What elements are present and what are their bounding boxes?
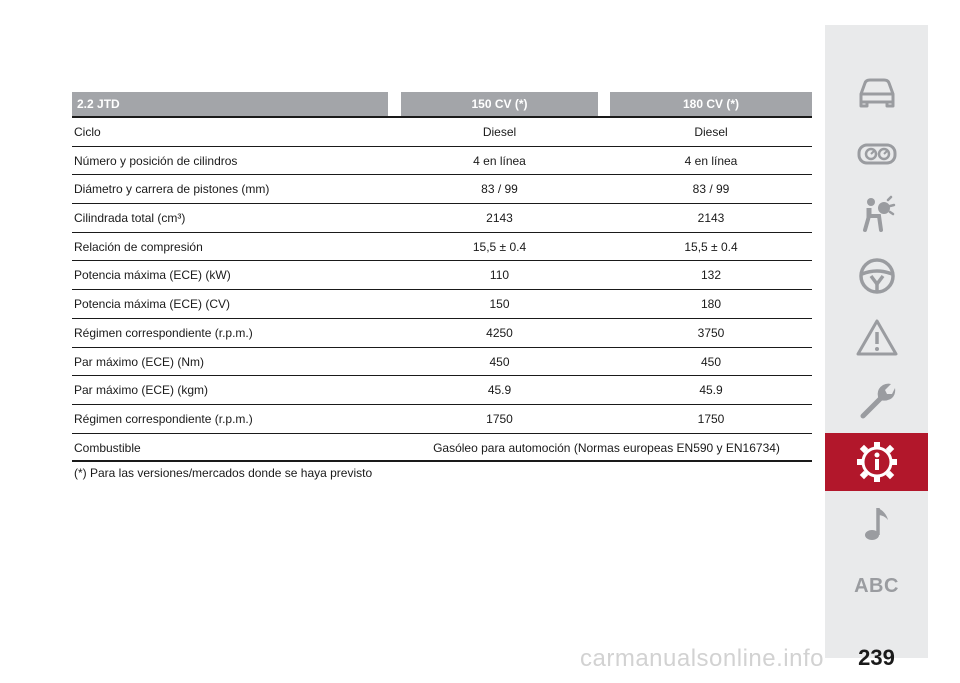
music-note-icon — [862, 504, 892, 544]
row-value-fuel: Gasóleo para automoción (Normas europeas EN590 y EN16734) — [433, 440, 780, 455]
row-label: Potencia máxima (ECE) (CV) — [74, 297, 231, 312]
row-value-180cv: 132 — [700, 268, 722, 283]
table-row — [72, 290, 812, 319]
table-header — [72, 92, 812, 116]
row-value-180cv: 2143 — [697, 211, 725, 226]
row-label: Régimen correspondiente (r.p.m.) — [74, 411, 253, 426]
header-engine: 2.2 JTD — [72, 92, 388, 116]
row-value-180cv: 1750 — [697, 411, 725, 426]
watermark: carmanualsonline.info — [580, 645, 824, 672]
row-value-180cv: 83 / 99 — [692, 182, 730, 197]
sidebar-item-technical-data[interactable] — [825, 433, 928, 491]
row-value-180cv: 180 — [700, 297, 722, 312]
table-row — [72, 348, 812, 377]
row-label: Relación de compresión — [74, 239, 203, 254]
row-label: Diámetro y carrera de pistones (mm) — [74, 182, 270, 197]
row-label: Potencia máxima (ECE) (kW) — [74, 268, 231, 283]
table-row — [72, 204, 812, 233]
table-row — [72, 233, 812, 262]
header-180cv: 180 CV (*) — [610, 92, 812, 116]
row-value-150cv: 2143 — [486, 211, 513, 226]
table-row-fuel — [72, 434, 812, 463]
wrench-icon — [857, 380, 897, 420]
row-value-180cv: 450 — [700, 354, 722, 369]
row-label: Ciclo — [74, 125, 101, 139]
table-row — [72, 175, 812, 204]
table-row — [72, 261, 812, 290]
row-label: Cilindrada total (cm³) — [74, 211, 186, 226]
row-value-150cv: 45.9 — [487, 383, 512, 398]
row-label: Número y posición de cilindros — [74, 153, 238, 168]
row-label: Par máximo (ECE) (kgm) — [74, 383, 209, 398]
row-label: Par máximo (ECE) (Nm) — [74, 354, 205, 369]
row-value-150cv: 83 / 99 — [481, 182, 518, 197]
table-row — [72, 147, 812, 176]
chapter-sidebar — [825, 25, 928, 670]
sidebar-item-car[interactable] — [825, 63, 928, 121]
car-icon — [857, 76, 897, 108]
row-value-150cv: 110 — [489, 268, 510, 283]
page-number: 239 — [858, 645, 895, 670]
sidebar-item-driving[interactable] — [825, 247, 928, 305]
table-row — [72, 118, 812, 147]
row-label: Régimen correspondiente (r.p.m.) — [74, 325, 253, 340]
warning-triangle-icon — [855, 318, 899, 358]
page-number-container — [825, 645, 928, 671]
row-value-150cv: 4250 — [486, 325, 513, 340]
row-value-150cv: 450 — [489, 354, 510, 369]
table-row — [72, 319, 812, 348]
row-value-180cv: Diesel — [694, 125, 728, 139]
steering-wheel-icon — [857, 256, 897, 296]
sidebar-item-dashboard[interactable] — [825, 125, 928, 183]
dashboard-icon — [857, 139, 897, 169]
row-label: Combustible — [74, 440, 141, 455]
row-value-150cv: 4 en línea — [473, 153, 526, 168]
gear-info-icon — [855, 440, 899, 484]
row-value-180cv: 45.9 — [699, 383, 723, 398]
header-150cv: 150 CV (*) — [401, 92, 598, 116]
specs-table — [72, 92, 812, 455]
row-value-150cv: 15,5 ± 0.4 — [472, 239, 527, 254]
row-value-150cv: 150 — [489, 297, 510, 312]
table-row — [72, 405, 812, 434]
row-value-180cv: 4 en línea — [684, 153, 738, 168]
sidebar-item-index[interactable] — [825, 557, 928, 615]
row-value-180cv: 3750 — [697, 325, 725, 340]
airbag-seat-icon — [857, 194, 897, 234]
sidebar-item-emergency[interactable] — [825, 309, 928, 367]
row-value-180cv: 15,5 ± 0.4 — [684, 239, 738, 254]
sidebar-item-multimedia[interactable] — [825, 495, 928, 553]
row-value-150cv: 1750 — [486, 411, 513, 426]
sidebar-item-maintenance[interactable] — [825, 371, 928, 429]
table-body — [72, 118, 812, 462]
row-value-150cv: Diesel — [482, 125, 517, 139]
sidebar-item-safety[interactable] — [825, 185, 928, 243]
abc-label: ABC — [854, 574, 899, 597]
table-row — [72, 376, 812, 405]
footnote: (*) Para las versiones/mercados donde se haya previsto — [74, 466, 373, 480]
